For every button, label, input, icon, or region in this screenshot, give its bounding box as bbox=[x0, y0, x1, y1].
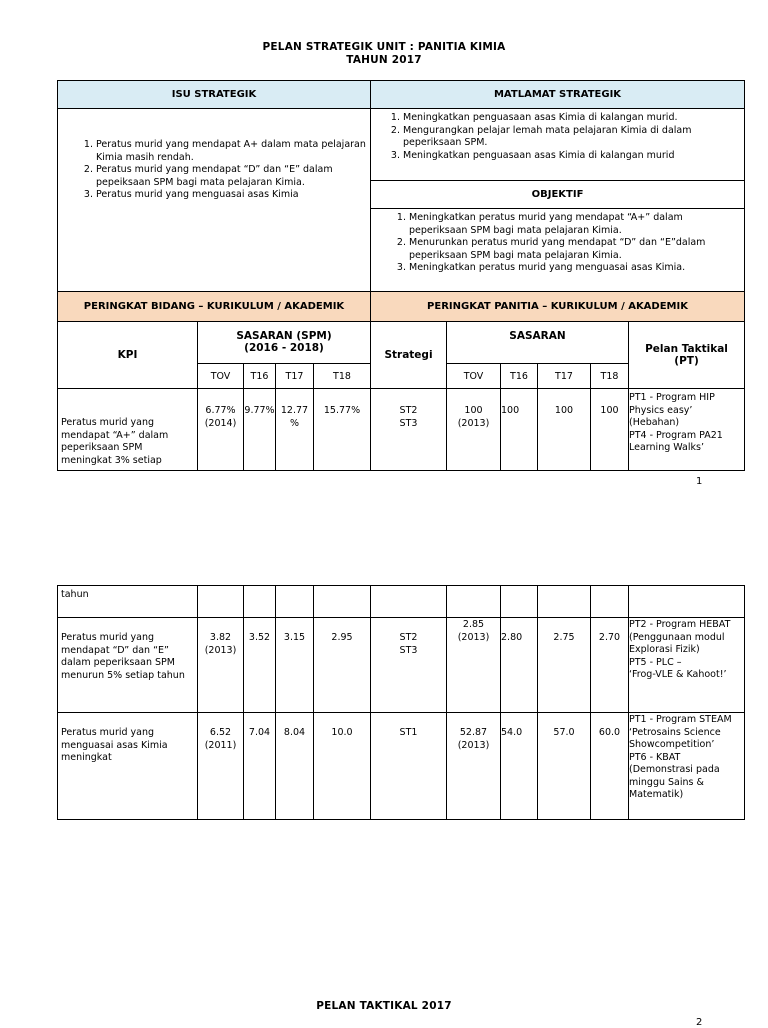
sasaran-header: SASARAN bbox=[447, 322, 629, 364]
tov-cell: 6.77% (2014) bbox=[198, 389, 244, 471]
panitia-t17-cell: 100 bbox=[538, 389, 591, 471]
pelan-taktikal-cell: PT2 - Program HEBAT (Penggunaan modul Explorasi Fizik) PT5 - PLC – ‘Frog-VLE & Kahoot!’ bbox=[629, 618, 745, 713]
t17-cell: 8.04 bbox=[276, 713, 314, 820]
strategic-plan-table bbox=[57, 80, 745, 471]
document-year: TAHUN 2017 bbox=[346, 54, 422, 66]
isu-strategik-header: ISU STRATEGIK bbox=[58, 81, 371, 109]
panitia-tov-cell: 52.87 (2013) bbox=[447, 713, 501, 820]
t17-cell: 3.15 bbox=[276, 618, 314, 713]
col-header-tov: TOV bbox=[447, 364, 501, 389]
table-row bbox=[58, 389, 745, 471]
matlamat-strategik-cell bbox=[371, 109, 745, 181]
tov-cell: 3.82 (2013) bbox=[198, 618, 244, 713]
pelan-taktikal-cell: PT1 - Program HIP Physics easy’ (Hebahan) PT4 - Program PA21 Learning Walks’ bbox=[629, 389, 745, 471]
t17-cell: 12.77 % bbox=[276, 389, 314, 471]
t18-cell: 15.77% bbox=[314, 389, 371, 471]
document-title: PELAN STRATEGIK UNIT : PANITIA KIMIA bbox=[262, 41, 506, 53]
col-header-t17: T17 bbox=[538, 364, 591, 389]
objektif-item: 2. Menurunkan peratus murid yang mendapat “D” dan “E”dalam peperiksaan SPM bagi mata pelajaran Kimia. bbox=[409, 237, 744, 262]
matlamat-item: 1. Meningkatkan penguasaan asas Kimia di kalangan murid. bbox=[403, 112, 744, 125]
col-header-t18: T18 bbox=[314, 364, 371, 389]
sasaran-spm-header bbox=[198, 322, 371, 364]
table-row bbox=[58, 586, 745, 618]
t18-cell: 2.95 bbox=[314, 618, 371, 713]
page-number: 2 bbox=[696, 1017, 703, 1028]
kpi-header: KPI bbox=[58, 322, 198, 389]
kpi-cell: Peratus murid yang mendapat “A+” dalam peperiksaan SPM meningkat 3% setiap bbox=[58, 389, 198, 471]
pelan-taktikal-header bbox=[629, 322, 745, 389]
col-header-t17: T17 bbox=[276, 364, 314, 389]
panitia-tov-cell: 100 (2013) bbox=[447, 389, 501, 471]
strategic-plan-table-continued bbox=[57, 585, 745, 820]
objektif-header: OBJEKTIF bbox=[371, 181, 745, 209]
strategi-cell: ST2 ST3 bbox=[371, 618, 447, 713]
panitia-t18-cell: 2.70 bbox=[591, 618, 629, 713]
col-header-t16: T16 bbox=[244, 364, 276, 389]
pelan-taktikal-title: Pelan Taktikal bbox=[645, 343, 728, 355]
t16-cell: 9.77% bbox=[244, 389, 276, 471]
panitia-t17-cell: 57.0 bbox=[538, 713, 591, 820]
strategi-header: Strategi bbox=[371, 322, 447, 389]
table-row bbox=[58, 618, 745, 713]
panitia-t16-cell: 54.0 bbox=[501, 713, 538, 820]
col-header-t16: T16 bbox=[501, 364, 538, 389]
isu-strategik-cell bbox=[58, 109, 371, 292]
panitia-t16-cell: 2.80 bbox=[501, 618, 538, 713]
objektif-item: 1. Meningkatkan peratus murid yang mendapat “A+” dalam peperiksaan SPM bagi mata pelajaran Kimia. bbox=[409, 212, 744, 237]
objektif-item: 3. Meningkatkan peratus murid yang menguasai asas Kimia. bbox=[409, 262, 744, 275]
kpi-cell: tahun bbox=[58, 586, 198, 618]
col-header-t18: T18 bbox=[591, 364, 629, 389]
panitia-tov-cell: 2.85 (2013) bbox=[447, 618, 501, 713]
pelan-taktikal-title: PELAN TAKTIKAL 2017 bbox=[316, 1000, 452, 1012]
strategi-cell: ST1 bbox=[371, 713, 447, 820]
panitia-t16-cell: 100 bbox=[501, 389, 538, 471]
pelan-taktikal-abbrev: (PT) bbox=[674, 355, 699, 367]
t16-cell: 3.52 bbox=[244, 618, 276, 713]
isu-item: 2. Peratus murid yang mendapat “D” dan “E” dalam pepeiksaan SPM bagi mata pelajaran Kimia. bbox=[96, 164, 370, 189]
kpi-cell: Peratus murid yang mendapat “D” dan “E” dalam peperiksaan SPM menurun 5% setiap tahun bbox=[58, 618, 198, 713]
isu-item: 1. Peratus murid yang mendapat A+ dalam mata pelajaran Kimia masih rendah. bbox=[96, 139, 370, 164]
tov-cell: 6.52 (2011) bbox=[198, 713, 244, 820]
table-row bbox=[58, 713, 745, 820]
t16-cell: 7.04 bbox=[244, 713, 276, 820]
matlamat-item: 3. Meningkatkan penguasaan asas Kimia di kalangan murid bbox=[403, 150, 744, 163]
isu-item: 3. Peratus murid yang menguasai asas Kimia bbox=[96, 189, 370, 202]
col-header-tov: TOV bbox=[198, 364, 244, 389]
panitia-t18-cell: 60.0 bbox=[591, 713, 629, 820]
page-number: 1 bbox=[696, 476, 703, 487]
matlamat-strategik-header: MATLAMAT STRATEGIK bbox=[371, 81, 745, 109]
matlamat-item: 2. Mengurangkan pelajar lemah mata pelajaran Kimia di dalam peperiksaan SPM. bbox=[403, 125, 744, 150]
panitia-t17-cell: 2.75 bbox=[538, 618, 591, 713]
strategi-cell: ST2 ST3 bbox=[371, 389, 447, 471]
pelan-taktikal-cell: PT1 - Program STEAM ‘Petrosains Science Showcompetition’ PT6 - KBAT (Demonstrasi pada minggu Sains & Matematik) bbox=[629, 713, 745, 820]
peringkat-bidang-header: PERINGKAT BIDANG – KURIKULUM / AKADEMIK bbox=[58, 292, 371, 322]
kpi-cell: Peratus murid yang menguasai asas Kimia meningkat bbox=[58, 713, 198, 820]
objektif-cell bbox=[371, 209, 745, 292]
t18-cell: 10.0 bbox=[314, 713, 371, 820]
sasaran-spm-title: SASARAN (SPM) bbox=[236, 330, 332, 342]
sasaran-spm-years: (2016 - 2018) bbox=[244, 342, 324, 354]
peringkat-panitia-header: PERINGKAT PANITIA – KURIKULUM / AKADEMIK bbox=[371, 292, 745, 322]
panitia-t18-cell: 100 bbox=[591, 389, 629, 471]
